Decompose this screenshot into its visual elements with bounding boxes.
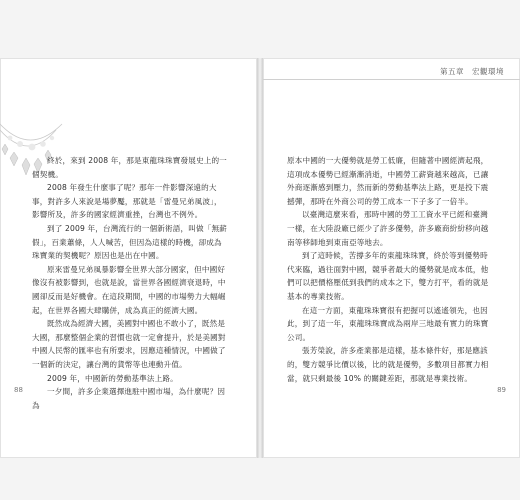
paragraph: 2008 年發生什麼事了呢？那年一件影響深遠的大事，對許多人來說是場夢魘，那就是「雷曼兄弟風波」，影響所及，許多的國家經濟重挫，台灣也不例外。: [32, 183, 222, 220]
paragraph: 原本中國的一大優勢就是勞工低廉，但隨著中國經濟起飛，這項成本優勢已經漸漸消逝，中國勞工薪資越來越高，已讓外商逐漸感到壓力，然而新的勞動基準法上路，更是投下震撼彈，那時在外商公司的勞工成本一下子多了一倍半。: [287, 156, 489, 206]
paragraph: 以臺灣這麼來看，那時中國的勞工工資水平已經和臺灣一樣，在大陸設廠已經少了許多優勢，許多廠商紛紛移向越南等移師地到東南亞等地去。: [287, 210, 489, 247]
right-page: [263, 58, 520, 458]
header-rule: [263, 79, 520, 80]
right-body-text: [287, 154, 491, 385]
left-body-text: [32, 154, 228, 412]
paragraph: 到了 2009 年，台灣流行的一個新術語，叫做「無薪假」，百業蕭條，人人喊苦，但因為這樣的時機，卻成為珠寶業的契機呢？原因也是出在中國。: [32, 223, 227, 261]
paragraph: 原來雷曼兄弟風暴影響全世界大部分國家，但中國好像沒有被影響到，也就是說，當世界各國經濟衰退時，中國卻反而是好機會。在這段期間，中國的市場勢力大幅崛起，在世界各國大肆購併，成為真正的經濟大國。: [32, 264, 226, 315]
left-page: [0, 58, 257, 458]
paragraph: 2009 年，中國新的勞動基準法上路。: [47, 373, 178, 383]
paragraph: 一夕間，許多企業選擇進駐中國市場，為什麼呢？因為: [32, 387, 226, 410]
chapter-header: 第五章 宏觀環境: [440, 67, 504, 76]
page-number-left: 88: [14, 386, 23, 394]
paragraph: 張芳榮說，許多產業都是這樣，基本條件好，那是應該的，雙方競爭比價以後，比的就是優勢，多數項目都實力相當，就只剩最後 10% 的關鍵差距，那就是專業技術。: [287, 346, 489, 383]
paragraph: 既然成為經濟大國，美國對中國也不敢小了，既然是大國，那麼整個企業的習慣也就一定會提升，於是美國對中國人民幣的匯率也有所要求，因應這種情況，中國做了一個新的決定，讓台灣的貨幣等也連動升值。: [32, 319, 226, 369]
paragraph: 在這一方面，東龍珠珠寶很有把握可以遙遙領先，也因此，到了這一年，東龍珠珠寶成為兩岸三地最有實力的珠寶公司。: [287, 305, 489, 342]
page-number-right: 89: [497, 386, 506, 394]
paragraph: 到了這時候，苦撐多年的東龍珠珠寶，終於等到優勢時代來臨，過往面對中國，競爭者最大的優勢就是成本低，他們可以把價格壓低到我們的成本之下，雙方打平，看的就是基本的專業技術。: [287, 251, 489, 301]
paragraph: 終於，來到 2008 年，那是東龍珠珠寶發展史上的一個契機。: [32, 156, 227, 179]
